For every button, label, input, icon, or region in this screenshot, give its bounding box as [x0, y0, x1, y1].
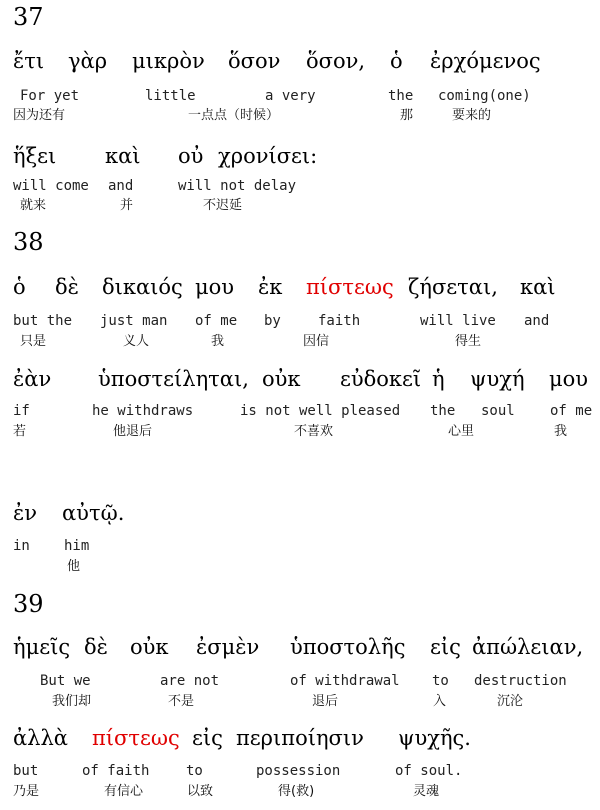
chinese-gloss: 他 [67, 559, 81, 574]
english-gloss: to [432, 673, 449, 689]
greek-word-highlighted: πίστεως [92, 726, 180, 750]
chinese-gloss: 入 [433, 694, 447, 709]
english-gloss: of faith [82, 763, 150, 779]
greek-word: καὶ [520, 275, 556, 299]
english-gloss: possession [256, 763, 341, 779]
chinese-gloss: 一点点（时候） [188, 108, 280, 123]
chinese-gloss: 灵魂 [413, 784, 440, 799]
chinese-gloss: 那 [400, 108, 414, 123]
greek-word: ἥξει [13, 144, 57, 168]
chinese-gloss: 因信 [303, 334, 330, 349]
greek-word: ὅσον [228, 49, 281, 73]
greek-word: ὑποστείληται, [98, 367, 249, 391]
english-gloss: but the [13, 313, 73, 329]
greek-word: μικρὸν [132, 49, 205, 73]
greek-word: αὐτῷ. [62, 501, 125, 525]
greek-word: ἐὰν [13, 367, 52, 391]
greek-word: δὲ [55, 275, 79, 299]
chinese-gloss: 只是 [20, 334, 47, 349]
greek-word: περιποίησιν [236, 726, 364, 750]
greek-word: ζήσεται, [408, 275, 498, 299]
chinese-gloss: 并 [120, 198, 134, 213]
english-gloss: the [388, 88, 414, 104]
english-gloss: him [64, 538, 90, 554]
chinese-gloss: 就来 [20, 198, 47, 213]
chinese-gloss: 我 [554, 424, 568, 439]
greek-word: ἔτι [13, 49, 45, 73]
chinese-gloss: 有信心 [104, 784, 144, 799]
english-gloss: soul [481, 403, 515, 419]
chinese-gloss: 因为还有 [13, 108, 66, 123]
verse-number: 38 [13, 228, 44, 256]
greek-word: ἀλλὰ [13, 726, 68, 750]
greek-word: μου [549, 367, 589, 391]
greek-word: δικαιός [102, 275, 183, 299]
greek-word: ψυχῆς. [398, 726, 471, 750]
greek-word: ὑποστολῆς [290, 635, 406, 659]
english-gloss: will live [420, 313, 496, 329]
chinese-gloss: 我 [211, 334, 225, 349]
greek-word: ὅσον, [306, 49, 366, 73]
english-gloss: of withdrawal [290, 673, 400, 689]
greek-word: ἐκ [258, 275, 283, 299]
english-gloss: will not delay [178, 178, 297, 194]
greek-word: μου [195, 275, 235, 299]
chinese-gloss: 义人 [123, 334, 150, 349]
english-gloss: faith [318, 313, 361, 329]
greek-word: ἀπώλειαν, [472, 635, 584, 659]
verse-number: 39 [13, 590, 44, 618]
chinese-gloss: 得生 [455, 334, 482, 349]
english-gloss: just man [100, 313, 168, 329]
greek-word: οὐκ [130, 635, 169, 659]
english-gloss: of me [550, 403, 593, 419]
chinese-gloss: 不是 [168, 694, 195, 709]
english-gloss: destruction [474, 673, 567, 689]
chinese-gloss: 我们却 [52, 694, 92, 709]
english-gloss: is not well pleased [240, 403, 401, 419]
chinese-gloss: 不迟延 [203, 198, 243, 213]
greek-word: γὰρ [68, 49, 108, 73]
english-gloss: if [13, 403, 30, 419]
greek-word: οὐκ [262, 367, 301, 391]
english-gloss: but [13, 763, 39, 779]
chinese-gloss: 要来的 [452, 108, 492, 123]
english-gloss: and [524, 313, 550, 329]
greek-word: ἡ [432, 367, 445, 391]
greek-word: δὲ [84, 635, 108, 659]
english-gloss: will come [13, 178, 89, 194]
english-gloss: little [145, 88, 196, 104]
english-gloss: to [186, 763, 203, 779]
english-gloss: a very [265, 88, 316, 104]
greek-word: εἰς [192, 726, 223, 750]
greek-word: ὁ [390, 49, 403, 73]
verse-number: 37 [13, 3, 44, 31]
greek-word: ἐσμὲν [196, 635, 260, 659]
chinese-gloss: 心里 [448, 424, 475, 439]
greek-word: ἐν [13, 501, 38, 525]
greek-word: ἐρχόμενος [430, 49, 541, 73]
chinese-gloss: 退后 [312, 694, 339, 709]
english-gloss: coming(one) [438, 88, 531, 104]
chinese-gloss: 若 [13, 424, 27, 439]
english-gloss: and [108, 178, 134, 194]
english-gloss: For yet [20, 88, 80, 104]
chinese-gloss: 不喜欢 [294, 424, 334, 439]
greek-word: οὐ [178, 144, 204, 168]
english-gloss: the [430, 403, 456, 419]
greek-word-highlighted: πίστεως [306, 275, 394, 299]
greek-word: ψυχή [470, 367, 525, 391]
greek-word: εὐδοκεῖ [340, 367, 422, 391]
english-gloss: of me [195, 313, 238, 329]
english-gloss: by [264, 313, 281, 329]
english-gloss: in [13, 538, 30, 554]
greek-word: ὁ [13, 275, 26, 299]
chinese-gloss: 沉沦 [497, 694, 524, 709]
english-gloss: But we [40, 673, 91, 689]
chinese-gloss: 他退后 [113, 424, 153, 439]
greek-word: καὶ [105, 144, 141, 168]
english-gloss: of soul. [395, 763, 463, 779]
english-gloss: are not [160, 673, 220, 689]
greek-word: χρονίσει: [218, 144, 318, 168]
chinese-gloss: 以致 [187, 784, 214, 799]
chinese-gloss: 得(救) [278, 784, 315, 799]
greek-word: εἰς [430, 635, 461, 659]
greek-word: ἡμεῖς [13, 635, 71, 659]
english-gloss: he withdraws [92, 403, 194, 419]
chinese-gloss: 乃是 [13, 784, 40, 799]
